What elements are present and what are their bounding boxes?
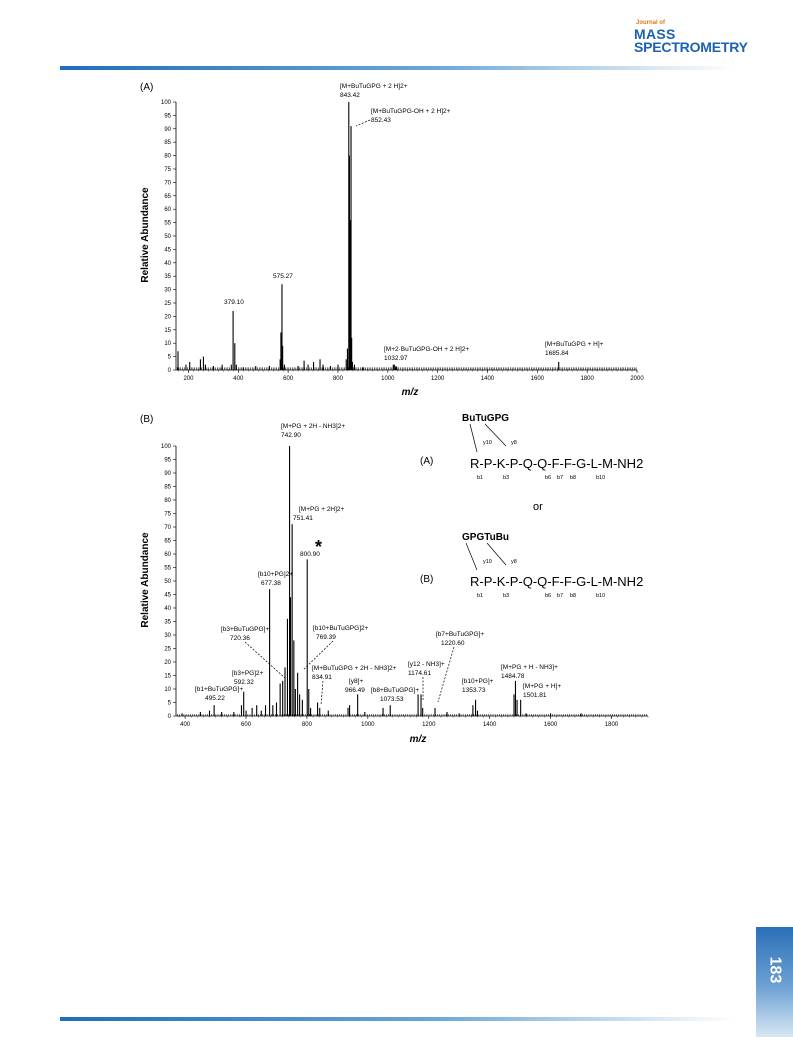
ann-b-1174-l1: [y12 - NH3]+ [408, 661, 445, 668]
ann-a-1685-l2: 1685.84 [545, 350, 569, 357]
ann-b-720-l2: 720.36 [230, 635, 250, 642]
ann-b-1353-l2: 1353.73 [462, 687, 486, 694]
panel-b-ytick-label: 0 [167, 714, 171, 720]
panel-b-ytick-label: 15 [164, 673, 171, 680]
panel-a-xtick-label: 400 [233, 376, 244, 382]
structure-b-sequence: R-P-K-P-Q-Q-F-F-G-L-M-NH2 [470, 574, 644, 589]
panel-b-ytick-label: 40 [164, 606, 171, 612]
panel-b-ytick-label: 50 [164, 579, 171, 585]
panel-a-ylabel: Relative Abundance [140, 187, 151, 283]
panel-b-xtick-label: 600 [241, 722, 252, 728]
footer-rule [60, 1017, 735, 1021]
ann-a-852-arrow [356, 120, 370, 126]
ann-b-769-l1: [b10+BuTuGPG]2+ [313, 625, 369, 632]
ion-b1-b: b1 [477, 593, 484, 599]
panel-b-ytick-label: 65 [164, 538, 171, 545]
panel-a-ytick-label: 45 [164, 247, 171, 254]
ann-b-751-l2: 751.41 [293, 515, 313, 522]
panel-a-ytick-label: 90 [164, 126, 171, 133]
panel-a-ytick-label: 50 [164, 234, 171, 240]
panel-b-xlabel: m/z [409, 734, 427, 745]
panel-b-ytick-label: 95 [164, 457, 171, 464]
page-number-tab [756, 927, 793, 1037]
structure-a-mod: BuTuGPG [462, 413, 510, 424]
ann-b-1220-arrow [438, 647, 454, 702]
ann-b-800: 800.90 [300, 551, 320, 558]
panel-a-xtick-label: 200 [183, 376, 194, 382]
panel-a-ytick-label: 75 [164, 167, 171, 173]
panel-a-ytick-label: 0 [167, 368, 171, 374]
panel-a-xtick-label: 1000 [381, 376, 395, 382]
ann-b-834-arrow [321, 681, 323, 705]
ion-y10-b: y10 [483, 559, 492, 565]
ion-b8-b: b8 [570, 593, 577, 599]
star-marker: * [315, 537, 323, 557]
panel-a-ytick-label: 60 [164, 207, 171, 214]
panel-a-ytick-label: 15 [164, 327, 171, 334]
panel-b-ytick-label: 100 [160, 444, 171, 450]
ion-y8-a: y8 [511, 440, 517, 446]
panel-a-xtick-label: 800 [332, 376, 343, 382]
ann-b-1174-l2: 1174.61 [408, 670, 432, 677]
ion-y8-b: y8 [511, 559, 517, 565]
structure-a-label: (A) [420, 456, 434, 467]
ann-b-1501-l1: [M+PG + H]+ [523, 683, 562, 690]
panel-a-ytick-label: 85 [164, 140, 171, 147]
panel-b-ytick-label: 60 [164, 552, 171, 558]
panel-a-ytick-label: 10 [164, 341, 171, 348]
ion-b3-b: b3 [503, 593, 510, 599]
ann-a-843-l2: 843.42 [340, 92, 360, 99]
structure-a-sequence: R-P-K-P-Q-Q-F-F-G-L-M-NH2 [470, 456, 644, 471]
ion-b3-a: b3 [503, 475, 510, 481]
journal-logo-line1: MASS [634, 26, 676, 42]
ion-b10-a: b10 [596, 475, 606, 481]
structure-a-link [470, 424, 477, 452]
ann-b-677-l1: [b10+PG]2+ [258, 571, 294, 578]
ann-b-742-l1: [M+PG + 2H - NH3]2+ [281, 423, 346, 430]
ann-a-1032-l2: 1032.97 [384, 355, 408, 362]
ann-a-1685-l1: [M+BuTuGPG + H]+ [545, 341, 604, 348]
panel-a-ytick-label: 55 [164, 220, 171, 227]
ann-b-751-l1: [M+PG + 2H]2+ [299, 506, 345, 513]
structure-b-mod: GPGTuBu [462, 532, 510, 543]
ion-b1-a: b1 [477, 475, 484, 481]
panel-a-label: (A) [140, 82, 154, 93]
panel-a-xtick-label: 2000 [630, 376, 644, 382]
panel-b-xtick-label: 1000 [361, 722, 375, 728]
ann-b-1501-l2: 1501.81 [523, 692, 547, 699]
structure-b [420, 532, 643, 599]
ann-b-495-l2: 495.22 [205, 695, 225, 702]
panel-a-ytick-label: 80 [164, 153, 171, 160]
panel-b-ytick-label: 80 [164, 498, 171, 504]
panel-a-peaks [177, 102, 636, 370]
ann-b-1484-l2: 1484.78 [501, 673, 525, 680]
journal-logo-line2: SPECTROMETRY [634, 39, 748, 55]
ion-b7-b: b7 [557, 593, 564, 599]
structure-a [420, 413, 643, 481]
panel-b-ytick-label: 85 [164, 484, 171, 491]
panel-b-ytick-label: 20 [164, 660, 171, 666]
panel-a-xtick-label: 600 [283, 376, 294, 382]
ion-b6-b: b6 [545, 593, 552, 599]
panel-b-ytick-label: 35 [164, 619, 171, 626]
panel-a-ytick-label: 20 [164, 314, 171, 321]
ion-b8-a: b8 [570, 475, 577, 481]
panel-b-ytick-label: 70 [164, 525, 171, 531]
ann-b-592-l2: 592.32 [234, 679, 254, 686]
ann-b-1484-l1: [M+PG + H - NH3]+ [501, 664, 558, 671]
panel-a-ytick-label: 65 [164, 193, 171, 200]
ann-b-966-l2: 966.49 [345, 687, 365, 694]
panel-a-ytick-label: 100 [160, 100, 171, 106]
panel-b-ytick-label: 90 [164, 471, 171, 477]
ann-a-843-l1: [M+BuTuGPG + 2 H]2+ [340, 83, 408, 90]
panel-b-ylabel: Relative Abundance [140, 532, 151, 628]
panel-a-ytick-label: 70 [164, 180, 171, 187]
panel-b-xtick-label: 400 [180, 722, 191, 728]
panel-b-xtick-label: 1600 [543, 722, 558, 728]
panel-b-ytick-label: 25 [164, 646, 171, 653]
panel-b-xtick-label: 1400 [482, 722, 497, 728]
ion-y10-a: y10 [483, 440, 492, 446]
structure-b-label: (B) [420, 574, 434, 585]
structure-or: or [533, 501, 543, 513]
ion-b10-b: b10 [596, 593, 606, 599]
ann-a-1032-l1: [M+2·BuTuGPG-OH + 2 H]2+ [384, 346, 470, 353]
ann-a-575: 575.27 [273, 273, 293, 280]
panel-a-ytick-label: 40 [164, 260, 171, 267]
panel-a-xtick-label: 1800 [580, 376, 594, 382]
panel-b-ytick-label: 5 [167, 700, 171, 707]
panel-b-label: (B) [140, 414, 154, 425]
panel-a-xtick-label: 1600 [530, 376, 545, 382]
panel-b-xtick-label: 1800 [604, 722, 619, 728]
ann-b-742-l2: 742.90 [281, 432, 301, 439]
panel-b-ytick-label: 10 [164, 687, 171, 693]
ann-b-769-l2: 769.39 [316, 634, 336, 641]
panel-a-xtick-label: 1200 [430, 376, 445, 382]
panel-a-ytick-label: 30 [164, 287, 171, 294]
ann-a-852-l1: [M+BuTuGPG-OH + 2 H]2+ [371, 108, 451, 115]
ann-b-1353-l1: [b10+PG]+ [462, 678, 494, 685]
page-number: 183 [766, 956, 784, 984]
panel-a-ytick-label: 5 [167, 354, 171, 361]
ion-b7-a: b7 [557, 475, 564, 481]
panel-a-ytick-label: 25 [164, 301, 171, 307]
panel-a-ytick-label: 95 [164, 113, 171, 120]
panel-a-xlabel: m/z [401, 387, 419, 398]
panel-b-xtick-label: 1200 [422, 722, 436, 728]
panel-a [140, 82, 644, 398]
ann-b-1073-l2: 1073.53 [380, 696, 404, 703]
ann-b-1220-l1: [b7+BuTuGPG]+ [436, 631, 485, 638]
ann-b-677-l2: 677.38 [261, 580, 281, 587]
journal-logo-small: Journal of [636, 20, 666, 26]
ann-b-720-l1: [b3+BuTuGPG]+ [221, 626, 270, 633]
structure-b-link [466, 543, 477, 570]
ion-b6-a: b6 [545, 475, 552, 481]
ann-b-1073-l1: [b8+BuTuGPG]+ [371, 687, 420, 694]
panel-b-xtick-label: 800 [301, 722, 312, 728]
panel-b-ytick-label: 30 [164, 633, 171, 639]
ann-a-852-l2: 852.43 [371, 117, 391, 124]
ann-b-966-l1: [y8]+ [349, 678, 364, 685]
ann-b-592-l1: [b3+PG]2+ [232, 670, 264, 677]
ann-b-834-l1: [M+BuTuGPG + 2H - NH3]2+ [312, 665, 397, 672]
ann-b-1220-l2: 1220.60 [441, 640, 465, 647]
panel-b-ytick-label: 45 [164, 592, 171, 599]
ann-a-379: 379.10 [224, 299, 244, 306]
panel-a-xtick-label: 1400 [480, 376, 495, 382]
panel-b-ytick-label: 55 [164, 565, 171, 572]
panel-a-ytick-label: 35 [164, 274, 171, 281]
ann-b-834-l2: 834.91 [312, 674, 332, 681]
panel-b-ytick-label: 75 [164, 511, 171, 518]
ann-b-495-l1: [b1+BuTuGPG]+ [195, 686, 244, 693]
